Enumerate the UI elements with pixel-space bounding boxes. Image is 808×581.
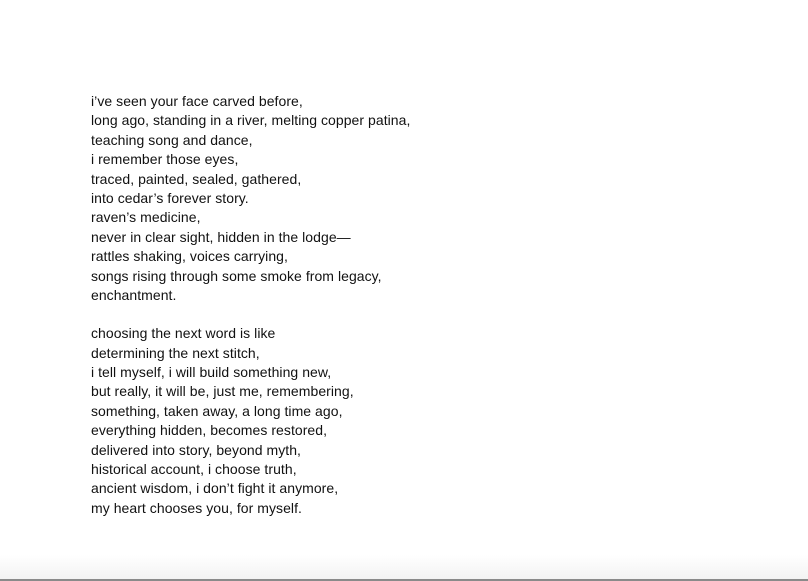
poem	[91, 92, 691, 518]
poem-line: long ago, standing in a river, melting copper patina,	[91, 112, 411, 129]
poem-line: enchantment.	[91, 286, 177, 303]
poem-line: i remember those eyes,	[91, 151, 239, 168]
poem-line: teaching song and dance,	[91, 131, 253, 148]
poem-line: historical account, i choose truth,	[91, 461, 297, 478]
poem-line: choosing the next word is like	[91, 325, 276, 342]
poem-line: determining the next stitch,	[91, 344, 260, 361]
poem-line: traced, painted, sealed, gathered,	[91, 170, 302, 187]
poem-line: something, taken away, a long time ago,	[91, 402, 343, 419]
poem-line: songs rising through some smoke from legacy,	[91, 267, 382, 284]
poem-line: ancient wisdom, i don’t fight it anymore,	[91, 480, 339, 497]
poem-line: i’ve seen your face carved before,	[91, 93, 303, 109]
poem-line: never in clear sight, hidden in the lodge—	[91, 228, 351, 245]
poem-line: i tell myself, i will build something new,	[91, 364, 332, 381]
stanza-2	[91, 324, 691, 518]
stanza-1	[91, 92, 691, 305]
page-bottom-shadow	[0, 555, 808, 579]
poem-line: but really, it will be, just me, remembering,	[91, 383, 354, 400]
poem-line: my heart chooses you, for myself.	[91, 499, 302, 516]
poem-line: delivered into story, beyond myth,	[91, 441, 301, 458]
poem-line: everything hidden, becomes restored,	[91, 422, 328, 439]
poem-line: into cedar’s forever story.	[91, 189, 249, 206]
poem-line: raven’s medicine,	[91, 209, 201, 226]
poem-line: rattles shaking, voices carrying,	[91, 248, 288, 265]
